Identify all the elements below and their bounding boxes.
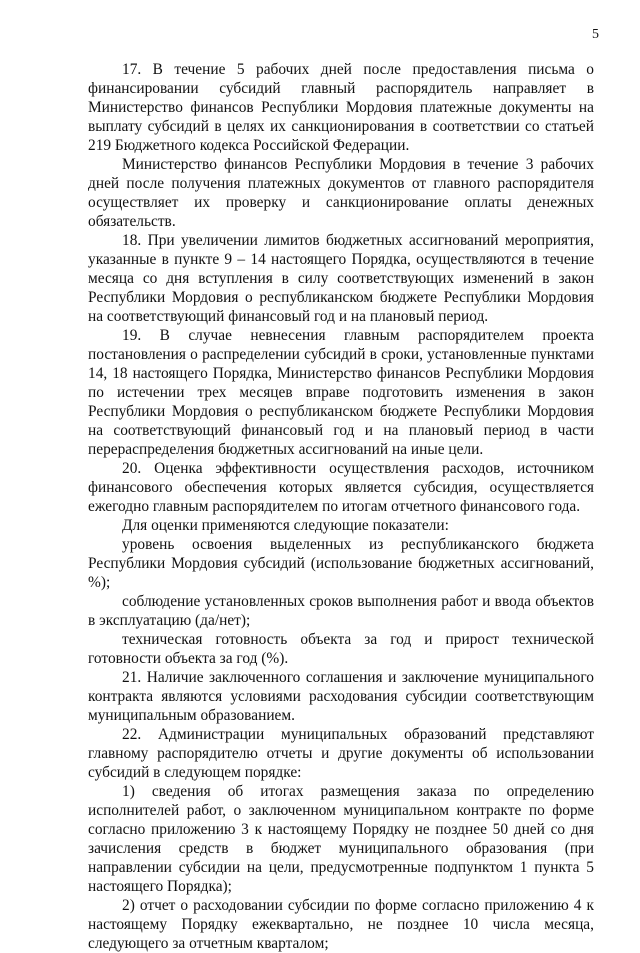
indicator-1: уровень освоения выделенных из республиканского бюджета Республики Мордовия субсидий (использование бюджетных ассигнований, %); bbox=[88, 536, 594, 591]
paragraph-21: 21. Наличие заключенного соглашения и заключение муниципального контракта являются условиями расходования субсидии соответствующим муниципальным образованием. bbox=[88, 669, 594, 724]
page-number: 5 bbox=[592, 27, 599, 42]
indicators-intro: Для оценки применяются следующие показатели: bbox=[122, 517, 449, 534]
paragraph-19: 19. В случае невнесения главным распорядителем проекта постановления о распределении субсидий в сроки, установленные пунктами 14, 18 настоящего Порядка, Министерство финансов Республики Мордовия по истечении трех месяцев вправе подготовить изменения в закон Республики Мордовия о республиканском бюджете Республики Мордовия на соответствующий финансовый год и на плановый период в части перераспределения бюджетных ассигнований на иные цели. bbox=[88, 327, 594, 458]
subitem-1: 1) сведения об итогах размещения заказа по определению исполнителей работ, о заключенном муниципальном контракте по форме согласно приложению 3 к настоящему Порядку не позднее 50 дней со дня зачисления средств в бюджет муниципального образования (при направлении субсидии на цели, предусмотренные подпунктом 1 пункта 5 настоящего Порядка); bbox=[88, 783, 594, 895]
paragraph-17-cont: Министерство финансов Республики Мордовия в течение 3 рабочих дней после получения платежных документов от главного распорядителя осуществляет их проверку и санкционирование оплаты денежных обязательств. bbox=[88, 156, 594, 230]
subitem-2: 2) отчет о расходовании субсидии по форме согласно приложению 4 к настоящему Порядку ежеквартально, не позднее 10 числа месяца, следующего за отчетным кварталом; bbox=[88, 897, 594, 952]
paragraph-17: 17. В течение 5 рабочих дней после предоставления письма о финансировании субсидий главный распорядитель направляет в Министерство финансов Республики Мордовия платежные документы на выплату субсидий в целях их санкционирования в соответствии со статьей 219 Бюджетного кодекса Российской Федерации. bbox=[88, 61, 594, 154]
paragraph-18: 18. При увеличении лимитов бюджетных ассигнований мероприятия, указанные в пункте 9 – 14 настоящего Порядка, осуществляются в течение месяца со дня вступления в силу соответствующих изменений в закон Республики Мордовия о республиканском бюджете Республики Мордовия на соответствующий финансовый год и на плановый период. bbox=[88, 232, 594, 325]
document-body bbox=[88, 60, 594, 953]
paragraph-20: 20. Оценка эффективности осуществления расходов, источником финансового обеспечения которых является субсидия, осуществляется ежегодно главным распорядителем по итогам отчетного финансового года. bbox=[88, 460, 594, 515]
indicator-2: соблюдение установленных сроков выполнения работ и ввода объектов в эксплуатацию (да/нет); bbox=[88, 593, 594, 629]
indicator-3: техническая готовность объекта за год и прирост технической готовности объекта за год (%). bbox=[88, 631, 594, 667]
paragraph-22: 22. Администрации муниципальных образований представляют главному распорядителю отчеты и другие документы об использовании субсидий в следующем порядке: bbox=[88, 726, 594, 781]
